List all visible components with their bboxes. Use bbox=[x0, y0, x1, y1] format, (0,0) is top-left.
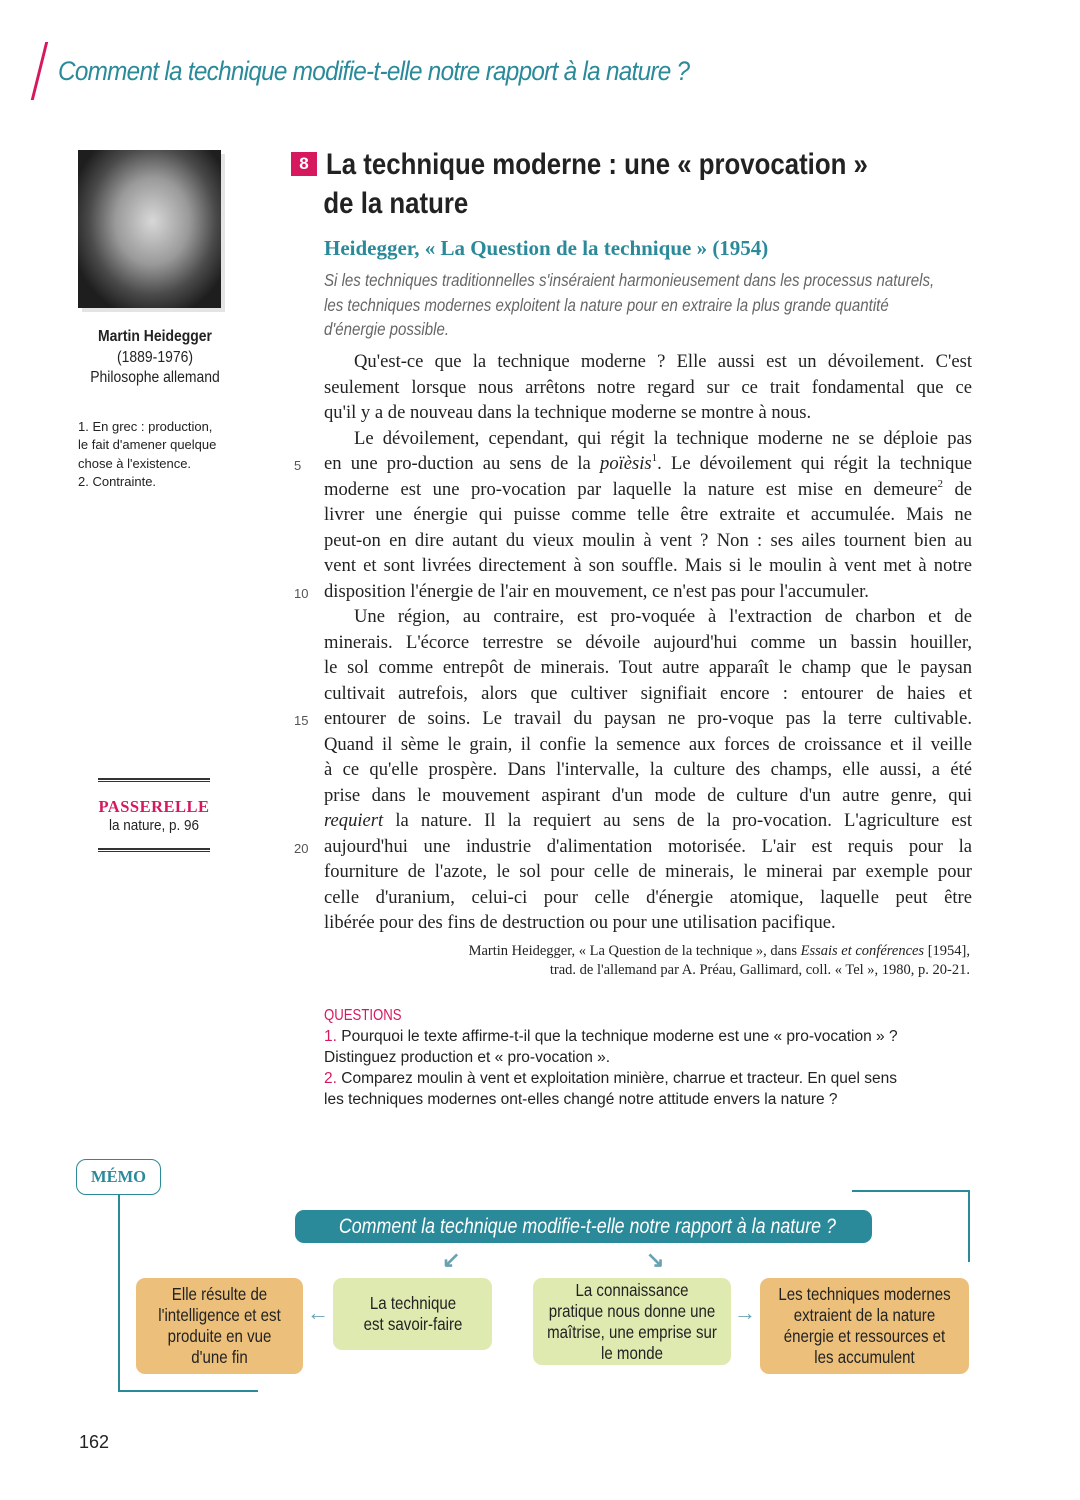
text-segment: fourniture de l'azote, le sol pour celle de minerais, le minerai par exemple pour bbox=[324, 861, 972, 882]
text-segment: . Le dévoilement qui régit la technique bbox=[657, 453, 972, 474]
text-segment: Le dévoilement, cependant, qui régit la technique moderne ne se déploie pas bbox=[354, 427, 972, 449]
text-line bbox=[324, 859, 972, 885]
footnote-line: 1. En grec : production, bbox=[78, 419, 213, 434]
questions-section bbox=[324, 1005, 898, 1110]
text-segment: libérée pour des fins de destruction ou pour une utilisation pacifique. bbox=[324, 912, 836, 933]
document-source: Heidegger, « La Question de la technique » (1954) bbox=[324, 236, 769, 260]
text-segment: peut-on en dire autant du vieux moulin à vent ? Non : ses ailes tournent bien au bbox=[324, 529, 972, 551]
text-segment: en une pro-duction au sens de la bbox=[324, 453, 601, 474]
text-segment: seulement lorsque nous arrêtons notre regard sur ce trait fondamental que ce bbox=[324, 376, 972, 398]
text-segment: vent et sont livrées directement à son souffle. Mais si le moulin à vent met à notre bbox=[324, 555, 972, 576]
memo-tag: MÉMO bbox=[76, 1159, 161, 1195]
arrow-down-left-icon: ↙ bbox=[442, 1247, 461, 1272]
title-line: de la nature bbox=[323, 187, 469, 220]
document-title bbox=[323, 145, 868, 223]
text-segment: livrer une énergie qui puisse comme telle être extraite et accumulée. Mais ne bbox=[324, 504, 972, 525]
memo-frame-line bbox=[852, 1190, 969, 1192]
text-line bbox=[324, 528, 972, 554]
text-line bbox=[324, 655, 972, 681]
footnote-line: 2. Contrainte. bbox=[78, 473, 157, 489]
question-item bbox=[324, 1068, 898, 1089]
text-segment: Qu'est-ce que la technique moderne ? Elle aussi est un dévoilement. C'est bbox=[354, 351, 972, 372]
text-segment: la nature. Il la requiert au sens de la pro-vocation. L'agriculture est bbox=[383, 810, 972, 831]
text-line bbox=[324, 375, 972, 401]
excerpt-text bbox=[294, 349, 973, 936]
text-line bbox=[324, 477, 972, 503]
passerelle-ref: la nature, p. 96 bbox=[108, 817, 200, 834]
text-line bbox=[324, 681, 972, 707]
memo-box-text: Elle résulte de l'intelligence et est produite en vue d'une fin bbox=[158, 1284, 281, 1367]
intro-line: les techniques modernes exploitent la nature pour en extraire la plus grande quantité bbox=[324, 294, 889, 315]
text-line bbox=[324, 630, 972, 656]
arrow-right-icon: → bbox=[734, 1300, 756, 1325]
citation-text: Martin Heidegger, « La Question de la technique », dans bbox=[468, 943, 801, 959]
text-segment: qu'il y a de nouveau dans la technique moderne se montre à nous. bbox=[324, 402, 812, 423]
question-text: les techniques modernes ont-elles changé notre attitude envers la nature ? bbox=[324, 1091, 838, 1108]
memo-box-connaissance bbox=[533, 1278, 731, 1365]
memo-box-text: Les techniques modernes extraient de la nature énergie et ressources et les accumulent bbox=[778, 1284, 951, 1367]
memo-box-techniques-modernes bbox=[760, 1278, 969, 1374]
heidegger-portrait bbox=[78, 150, 221, 308]
intro-line: d'énergie possible. bbox=[324, 319, 450, 340]
title-slash-decoration bbox=[31, 42, 48, 100]
text-segment: poïèsis bbox=[600, 453, 652, 474]
memo-box-savoir-faire bbox=[333, 1278, 492, 1350]
citation-text: [1954], bbox=[924, 943, 970, 959]
author-role: Philosophe allemand bbox=[90, 369, 220, 386]
text-line bbox=[324, 604, 972, 630]
text-segment: de bbox=[942, 478, 973, 500]
line-number: 10 bbox=[294, 585, 309, 601]
text-segment: disposition l'énergie de l'air en mouvement, ce n'est pas pour l'accumuler. bbox=[324, 580, 869, 602]
text-segment: cultivait autrefois, alors que cultiver signifiait encore : entourer de haies et bbox=[324, 682, 972, 704]
footnote-line: le fait d'amener quelque bbox=[78, 437, 217, 453]
question-number: 1. bbox=[324, 1028, 337, 1045]
text-line bbox=[324, 783, 972, 809]
text-line bbox=[324, 808, 972, 834]
citation-text: trad. de l'allemand par A. Préau, Gallimard, coll. « Tel », 1980, p. 20-21. bbox=[549, 961, 970, 978]
citation-work: Essais et conférences bbox=[800, 943, 925, 959]
text-line bbox=[324, 757, 972, 783]
text-line bbox=[294, 706, 972, 732]
text-line bbox=[324, 885, 972, 911]
footnotes bbox=[78, 418, 216, 491]
author-dates: (1889-1976) bbox=[116, 348, 193, 366]
intro-line: Si les techniques traditionnelles s'inséraient harmonieusement dans les processus naturels, bbox=[324, 270, 935, 290]
memo-box-intelligence bbox=[136, 1278, 303, 1374]
text-segment: entourer de soins. Le travail du paysan ne pro-voque pas la terre cultivable. bbox=[324, 708, 972, 729]
arrow-down-right-icon: ↘ bbox=[646, 1247, 665, 1272]
question-item bbox=[324, 1026, 898, 1047]
memo-box-text: La technique est savoir-faire bbox=[363, 1293, 462, 1334]
text-segment: moderne est une pro-vocation par laquelle la nature est mise en demeure bbox=[324, 478, 938, 500]
text-line bbox=[294, 579, 972, 605]
memo-frame-line bbox=[968, 1190, 970, 1262]
memo-frame-line bbox=[118, 1390, 258, 1392]
line-number: 15 bbox=[294, 713, 309, 728]
question-text: Distinguez production et « pro-vocation ». bbox=[324, 1049, 611, 1066]
title-line: La technique moderne : une « provocation » bbox=[326, 148, 868, 181]
memo-question: Comment la technique modifie-t-elle notre rapport à la nature ? bbox=[338, 1215, 836, 1238]
divider bbox=[98, 778, 210, 782]
text-line bbox=[324, 732, 972, 758]
text-line bbox=[294, 451, 972, 477]
footnote-line: chose à l'existence. bbox=[78, 455, 192, 471]
text-segment: le sol comme entrepôt de minerais. Tout autre apparaît le champ que le paysan bbox=[324, 657, 972, 678]
text-line bbox=[324, 553, 972, 579]
text-segment: aujourd'hui une industrie d'alimentation motorisée. L'air est requis pour la bbox=[324, 835, 972, 857]
questions-heading: QUESTIONS bbox=[324, 1007, 402, 1024]
memo-question-banner bbox=[295, 1210, 872, 1243]
text-segment: requiert bbox=[324, 810, 384, 831]
passerelle-label: PASSERELLE bbox=[98, 797, 210, 816]
text-line bbox=[294, 834, 972, 860]
question-text: Comparez moulin à vent et exploitation minière, charrue et tracteur. En quel sens bbox=[341, 1070, 897, 1087]
footnote-ref: 1 bbox=[651, 452, 658, 464]
arrow-left-icon: ← bbox=[307, 1300, 329, 1325]
author-name: Martin Heidegger bbox=[98, 328, 212, 345]
passerelle-link[interactable] bbox=[98, 778, 210, 852]
memo-frame-line bbox=[118, 1194, 120, 1391]
line-number: 20 bbox=[294, 840, 309, 856]
question-text: Pourquoi le texte affirme-t-il que la technique moderne est une « pro-vocation » ? bbox=[341, 1028, 898, 1045]
line-number: 5 bbox=[294, 458, 302, 473]
memo-box-text: La connaissance pratique nous donne une maîtrise, une emprise sur le monde bbox=[547, 1279, 717, 1363]
text-line bbox=[324, 910, 972, 936]
divider bbox=[98, 848, 210, 852]
portrait-caption bbox=[79, 327, 232, 389]
text-segment: Une région, au contraire, est pro-voquée à l'extraction de charbon et de bbox=[354, 606, 972, 627]
text-segment: à ce qu'elle prospère. Dans l'intervalle, la culture des champs, elle aussi, a été bbox=[324, 759, 972, 780]
text-segment: prise dans le mouvement aspirant d'un mode de culture d'un autre genre, qui bbox=[324, 784, 972, 806]
chapter-heading: Comment la technique modifie-t-elle notre rapport à la nature ? bbox=[58, 56, 690, 86]
document-intro bbox=[324, 268, 934, 342]
text-line bbox=[324, 426, 972, 452]
text-line bbox=[324, 502, 972, 528]
question-number: 2. bbox=[324, 1070, 337, 1087]
text-segment: Quand il sème le grain, il confie la semence aux forces de croissance et il veille bbox=[324, 733, 972, 755]
text-segment: minerais. L'écorce terrestre se dévoile aujourd'hui comme un bassin houiller, bbox=[324, 631, 972, 653]
text-line bbox=[324, 400, 972, 426]
footnote-ref: 2 bbox=[937, 477, 943, 490]
text-segment: celle d'uranium, celui-ci pour celle d'énergie atomique, laquelle peut être bbox=[324, 886, 972, 908]
citation bbox=[469, 942, 970, 979]
page-number: 162 bbox=[79, 1432, 110, 1452]
document-number-badge: 8 bbox=[291, 152, 317, 176]
text-line bbox=[324, 349, 972, 375]
